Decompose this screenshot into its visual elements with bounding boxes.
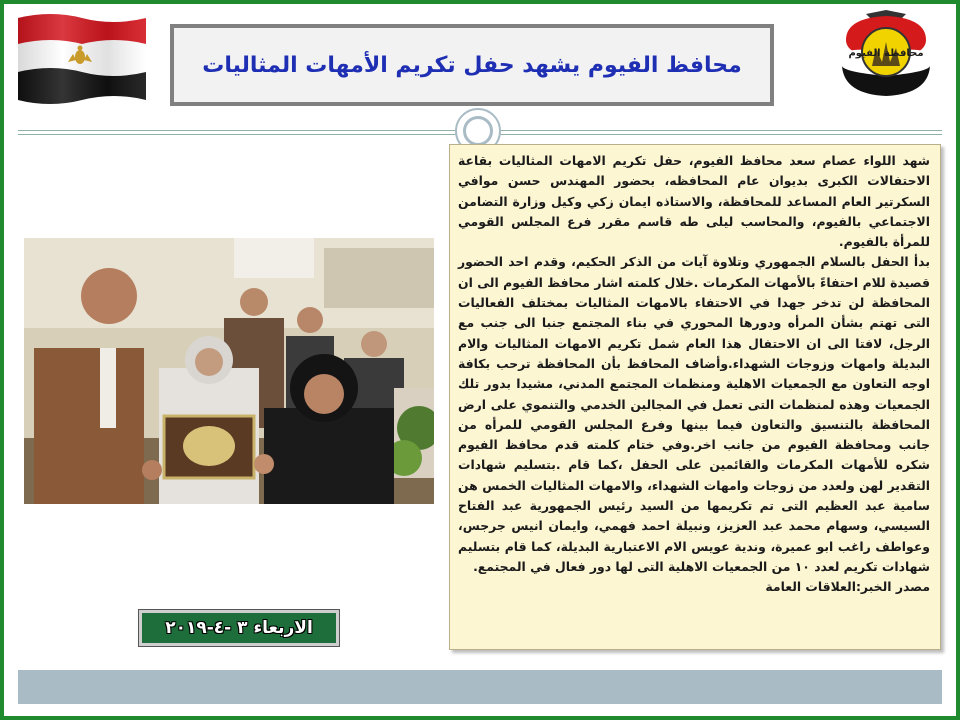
article-paragraph: شهد اللواء عصام سعد محافظ الفيوم، حفل تكريم الامهات المثاليات بقاعة الاحتفالات الكبرى بديوان عام المحافظه، بحضور المهندس حسن موافي السكرتير العام المساعد للمحافظة، والاستاذه ايمان زكي وكيل وزارة التضامن الاجتماعي بالفيوم، والمحاسب ليلى طه قاسم مقرر فرع المجلس القومي للمرأة بالفيوم.	[458, 153, 930, 250]
article-source: مصدر الخبر:العلاقات العامة	[765, 579, 930, 595]
date-text: الاربعاء ٣ -٤-٢٠١٩	[165, 618, 313, 638]
page-title: محافظ الفيوم يشهد حفل تكريم الأمهات المثاليات	[202, 52, 742, 78]
egypt-flag-icon	[16, 10, 148, 106]
news-photo	[24, 238, 434, 504]
footer-bar	[18, 670, 942, 704]
fayoum-logo-icon	[836, 10, 936, 98]
title-box	[170, 24, 774, 106]
article-paragraph: بدأ الحفل بالسلام الجمهوري وتلاوة آيات من الذكر الحكيم، وقدم احد الحضور قصيدة للام احتفاءً بالأمهات المكرمات .خلال كلمته اشار محافظ الفيوم الى ان المحافظة لن تدخر جهدا في الاحتفاء بالامهات المثاليات بمختلف الفعاليات التى تهتم بشأن المرأه ودورها المحوري في بناء المجتمع جنبا الى جنب مع الرجل، لافتا الى ان الاحتفال هذا العام شمل تكريم الامهات المثاليات والام البديلة وامهات وزوجات الشهداء.وأضاف المحافظ بأن المحافظة ترحب بكافة اوجه التعاون مع الجمعيات الاهلية ومنظمات المجتمع المدني، مشيدا بدور تلك الجمعيات وهذه لمنظمات التى تعمل في المجالين الخدمي والتنموي على ارض المحافظة بالتنسيق والتعاون فيما بينها وفرع المجلس القومي للمرأه من جانب ومحافظة الفيوم من جانب اخر.وفي ختام كلمته قدم محافظ الفيوم شكره للأمهات المكرمات والقائمين على الحفل ،كما قام .بتسليم شهادات التقدير لهن ولعدد من زوجات وامهات الشهداء، والامهات المثاليات الخمس هن سامية عبد العظيم التى تم تكريمها من السيد رئيس الجمهورية عبد الفتاح السيسي، وسهام محمد عبد العزيز، ونبيلة احمد فهمي، وايمان انيس جرجس، وعواطف راغب ابو عميرة، وندية عويس الام الاعتبارية البديلة، كما قام بتسليم شهادات تكريم لعدد ١٠ من الجمعيات الاهلية التى لها دور فعال في المجتمع.	[458, 254, 930, 574]
article-body	[449, 144, 941, 650]
logo-text: محافظة الفيوم	[848, 48, 924, 59]
date-badge	[139, 610, 339, 646]
